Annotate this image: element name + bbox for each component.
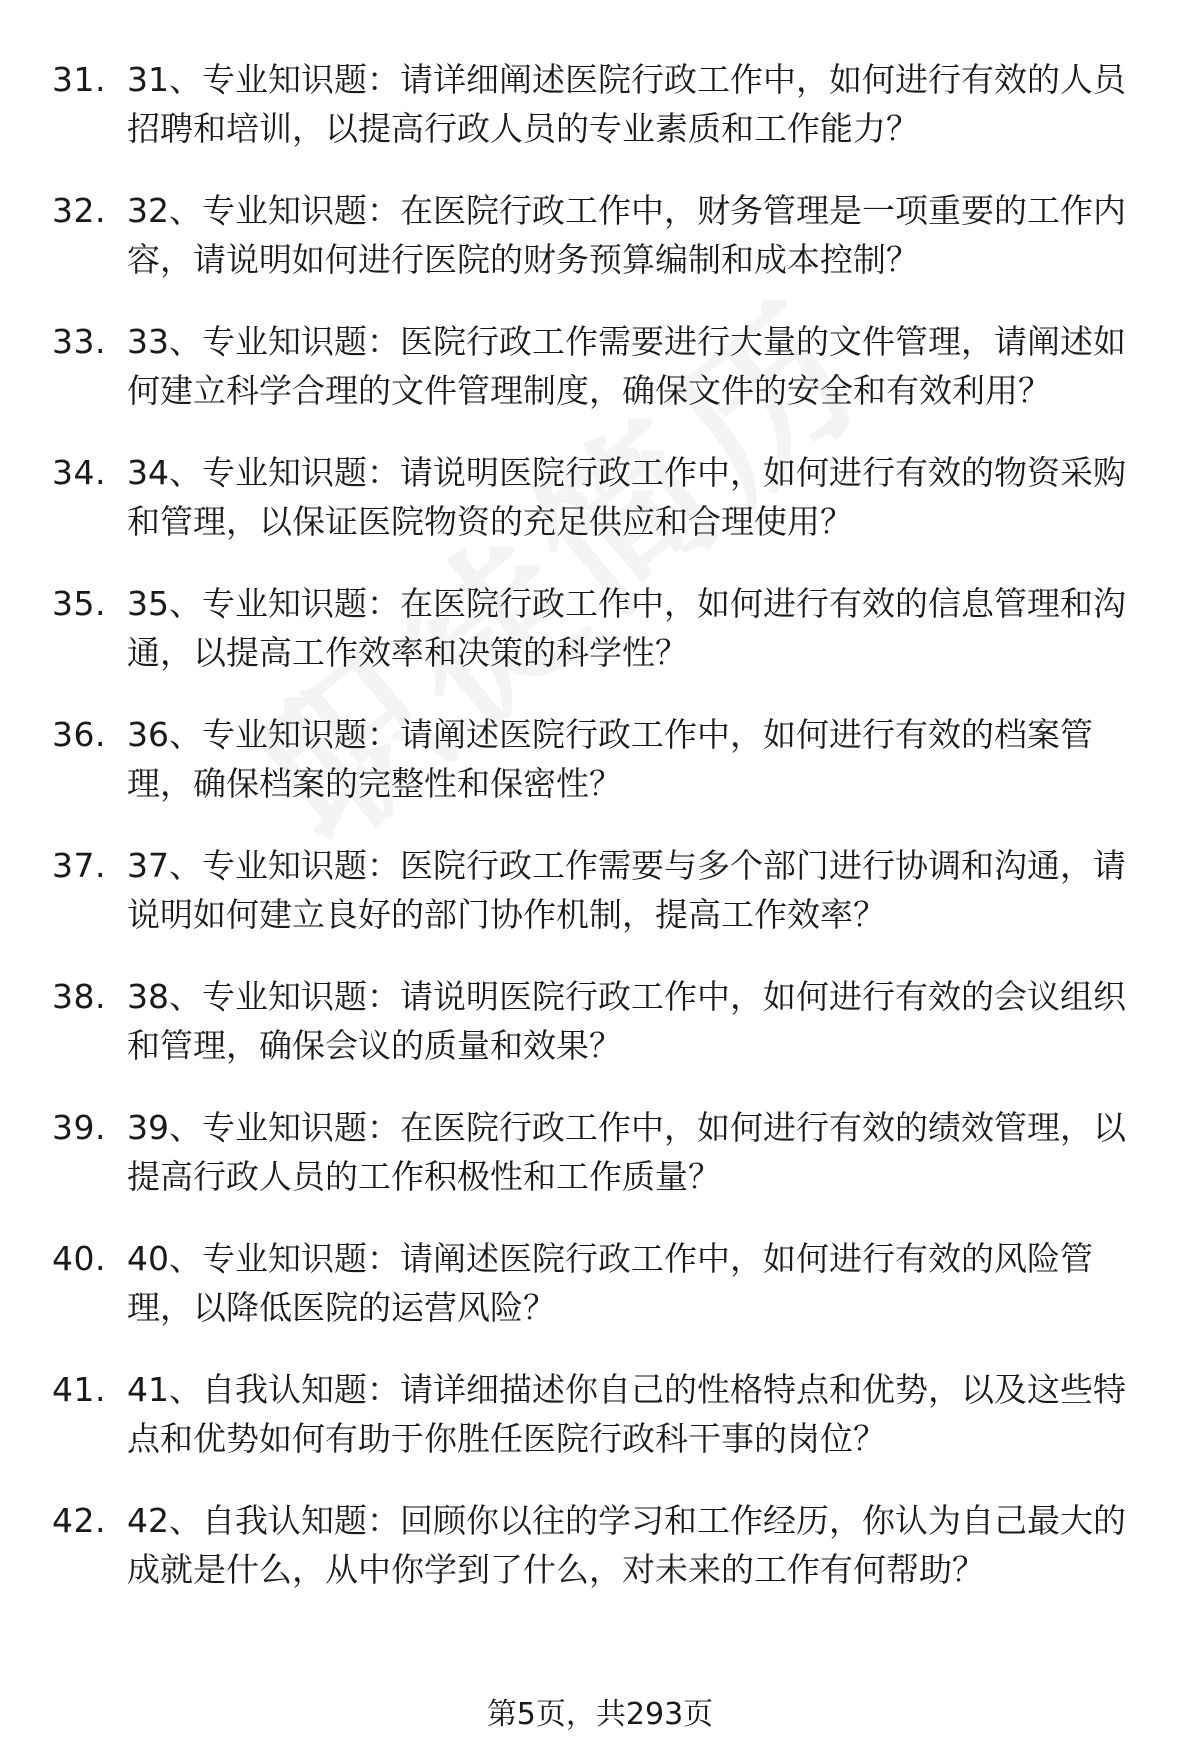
list-item [0, 186, 1200, 284]
list-item [0, 55, 1200, 153]
item-text: 39、专业知识题：在医院行政工作中，如何进行有效的绩效管理，以提高行政人员的工作积极性和工作质量？ [127, 1108, 1126, 1196]
item-number: 32. [52, 191, 106, 230]
list-item [0, 1365, 1200, 1463]
item-text: 41、自我认知题：请详细描述你自己的性格特点和优势，以及这些特点和优势如何有助于你胜任医院行政科干事的岗位？ [127, 1370, 1126, 1458]
list-item [0, 1103, 1200, 1201]
item-number: 33. [52, 322, 106, 361]
list-item [0, 710, 1200, 808]
list-item [0, 579, 1200, 677]
list-item [0, 972, 1200, 1070]
list-item [0, 448, 1200, 546]
question-list [0, 55, 1200, 1627]
item-text: 37、专业知识题：医院行政工作需要与多个部门进行协调和沟通，请说明如何建立良好的部门协作机制，提高工作效率？ [127, 846, 1126, 934]
item-text: 42、自我认知题：回顾你以往的学习和工作经历，你认为自己最大的成就是什么，从中你学到了什么，对未来的工作有何帮助？ [127, 1501, 1126, 1589]
item-number: 38. [52, 977, 106, 1016]
item-number: 34. [52, 453, 106, 492]
item-text: 32、专业知识题：在医院行政工作中，财务管理是一项重要的工作内容，请说明如何进行医院的财务预算编制和成本控制？ [127, 191, 1126, 279]
item-number: 37. [52, 846, 106, 885]
item-text: 31、专业知识题：请详细阐述医院行政工作中，如何进行有效的人员招聘和培训，以提高行政人员的专业素质和工作能力？ [127, 60, 1126, 148]
item-number: 41. [52, 1370, 106, 1409]
item-number: 42. [52, 1501, 106, 1540]
item-number: 31. [52, 60, 106, 99]
item-text: 33、专业知识题：医院行政工作需要进行大量的文件管理，请阐述如何建立科学合理的文件管理制度，确保文件的安全和有效利用？ [127, 322, 1126, 410]
list-item [0, 1496, 1200, 1594]
page-footer: 第5页，共293页 [486, 1697, 714, 1732]
item-text: 34、专业知识题：请说明医院行政工作中，如何进行有效的物资采购和管理，以保证医院物资的充足供应和合理使用？ [127, 453, 1126, 541]
item-text: 40、专业知识题：请阐述医院行政工作中，如何进行有效的风险管理，以降低医院的运营风险？ [127, 1239, 1093, 1327]
list-item [0, 841, 1200, 939]
item-text: 36、专业知识题：请阐述医院行政工作中，如何进行有效的档案管理，确保档案的完整性和保密性？ [127, 715, 1093, 803]
list-item [0, 1234, 1200, 1332]
list-item [0, 317, 1200, 415]
item-number: 35. [52, 584, 106, 623]
item-number: 39. [52, 1108, 106, 1147]
item-number: 40. [52, 1239, 106, 1278]
item-text: 38、专业知识题：请说明医院行政工作中，如何进行有效的会议组织和管理，确保会议的质量和效果？ [127, 977, 1126, 1065]
item-number: 36. [52, 715, 106, 754]
item-text: 35、专业知识题：在医院行政工作中，如何进行有效的信息管理和沟通，以提高工作效率和决策的科学性？ [127, 584, 1126, 672]
